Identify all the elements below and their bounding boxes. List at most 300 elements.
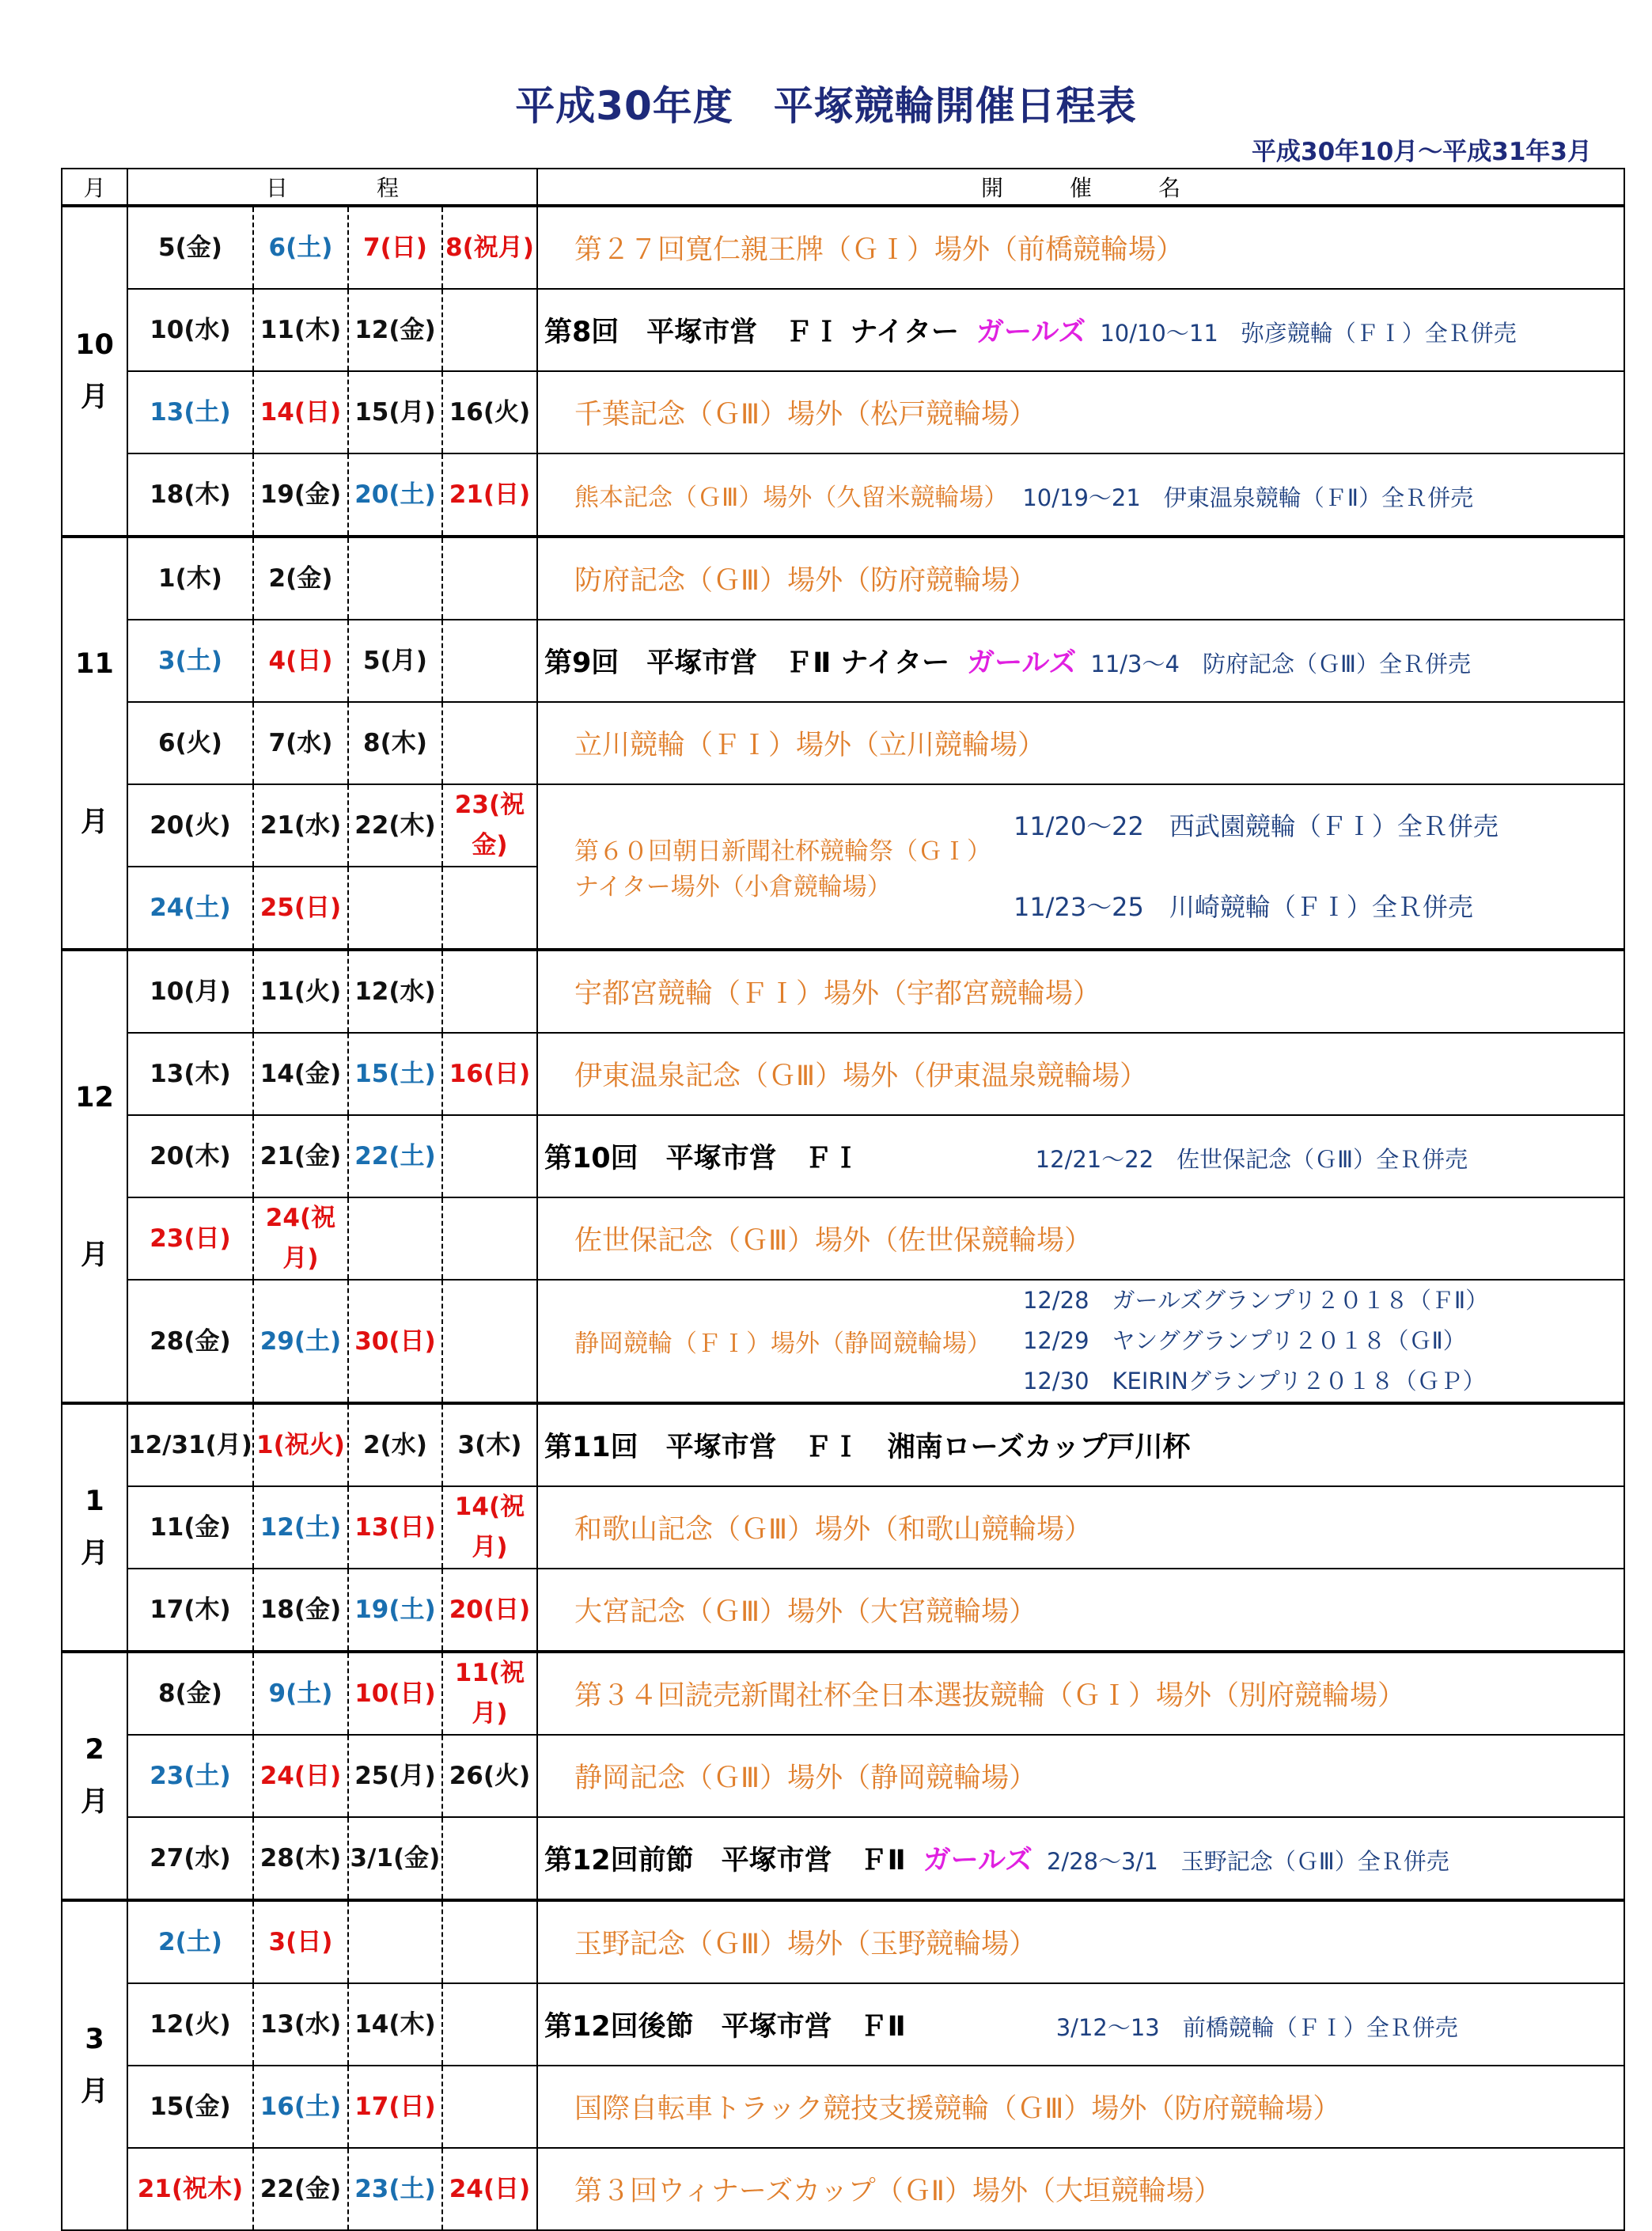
weekday: (日) [388,2092,436,2121]
day-cell [253,1735,348,1817]
weekday: (日) [388,1679,436,1708]
day-number: 12 [354,315,389,344]
table-row [62,1486,1624,1569]
day-number: 15 [150,2092,184,2121]
weekday: (土) [294,1512,342,1542]
day-number: 18 [150,480,184,509]
weekday: (木) [388,810,436,840]
table-row [62,1900,1624,1983]
weekday: (水) [184,1843,231,1872]
event-cell: 第３回ウィナーズカップ（ＧⅡ）場外（大垣競輪場） [537,2148,1624,2230]
month-cell-nov: 11 月 [62,537,127,950]
day-cell [253,1900,348,1983]
day-number: 6 [268,233,286,262]
day-cell [127,784,253,867]
day-number: 3 [158,646,176,675]
day-cell [442,2066,537,2148]
day-cell [253,537,348,620]
weekday: (日) [483,1059,531,1088]
day-cell [127,1900,253,1983]
day-cell [348,1569,442,1652]
day-cell [253,1486,348,1569]
day-number: 5 [362,646,381,675]
day-cell [253,1033,348,1115]
day-cell [348,1115,442,1197]
day-number: 14 [354,2009,389,2039]
day-cell [348,2066,442,2148]
day-number: 30 [354,1326,389,1356]
weekday: (水) [294,2009,342,2039]
day-cell [442,453,537,537]
weekday: (水) [380,1430,427,1459]
day-cell [253,2148,348,2230]
table-row [62,1403,1624,1486]
weekday: (金) [184,2092,231,2121]
event-notes: 11/20～22 西武園競輪（ＦＩ）全Ｒ併売 11/23～25 川崎競輪（ＦＩ）全Ｒ併売 [1013,811,1499,922]
table-row [62,950,1624,1033]
weekday: (金) [184,1512,231,1542]
weekday: (日) [388,1512,436,1542]
day-number: 20 [354,480,389,509]
day-number: 16 [260,2092,294,2121]
day-cell [442,950,537,1033]
day-number: 7 [268,728,286,757]
event-cell: 防府記念（ＧⅢ）場外（防府競輪場） [537,537,1624,620]
day-cell [127,371,253,453]
day-cell [442,1197,537,1280]
day-number: 5 [158,233,176,262]
day-number: 28 [260,1843,294,1872]
day-cell [442,867,537,950]
day-number: 19 [354,1595,389,1624]
page-title: 平成30年度 平塚競輪開催日程表 [515,83,1137,129]
day-cell [127,206,253,289]
day-cell [253,867,348,950]
day-number: 8 [158,1679,176,1708]
weekday: (水) [388,977,436,1006]
weekday: (土) [175,646,222,675]
weekday: (木) [388,2009,436,2039]
weekday: (金) [294,1059,342,1088]
table-row [62,1033,1624,1115]
weekday: (土) [388,1059,436,1088]
day-cell [127,1569,253,1652]
day-cell [348,702,442,784]
weekday: (木) [175,563,222,593]
day-cell [253,702,348,784]
event-cell: 和歌山記念（ＧⅢ）場外（和歌山競輪場） [537,1486,1624,1569]
weekday: (火) [483,397,531,427]
day-cell [253,1652,348,1735]
day-number: 15 [354,397,389,427]
weekday: (金) [294,2174,342,2203]
day-number: 11 [150,1512,184,1542]
day-cell [127,702,253,784]
day-number: 20 [449,1595,483,1624]
weekday: (月) [205,1430,252,1459]
weekday: (水) [184,315,231,344]
weekday: (木) [184,1595,231,1624]
event-cell: 国際自転車トラック競技支援競輪（ＧⅢ）場外（防府競輪場） [537,2066,1624,2148]
day-cell [127,1197,253,1280]
weekday: (月) [388,1761,436,1790]
day-cell [348,289,442,371]
day-cell [127,1652,253,1735]
day-cell [253,620,348,702]
table-row [62,1983,1624,2066]
day-cell [127,453,253,537]
weekday: (日) [294,893,342,922]
weekday: (祝月) [282,1204,336,1273]
day-number: 16 [449,1059,483,1088]
event-cell: 大宮記念（ＧⅢ）場外（大宮競輪場） [537,1569,1624,1652]
event-cell: 第２７回寛仁親王牌（ＧＩ）場外（前橋競輪場） [537,206,1624,289]
day-number: 12 [354,977,389,1006]
day-number: 23 [150,1761,184,1790]
weekday: (日) [483,480,531,509]
weekday: (木) [184,1141,231,1171]
event-cell: 第11回 平塚市営 ＦＩ 湘南ローズカップ戸川杯 [537,1403,1624,1486]
day-number: 2 [268,563,286,593]
weekday: (金) [286,563,333,593]
weekday: (火) [483,1761,531,1790]
weekday: (日) [483,1595,531,1624]
day-number: 20 [150,1141,184,1171]
day-number: 11 [454,1659,489,1687]
header-event: 開 催 名 [537,169,1624,206]
event-notes: 12/28 ガールズグランプリ２０１８（ＦⅡ） 12/29 ヤンググランプリ２０１８（ＧⅡ） 12/30 KEIRINグランプリ２０１８（ＧＰ） [1022,1287,1489,1394]
weekday: (土) [286,1679,333,1708]
day-cell [127,1486,253,1569]
day-number: 11 [260,315,294,344]
day-cell [127,1115,253,1197]
day-cell [442,702,537,784]
day-cell [348,950,442,1033]
month-cell-jan: 1 月 [62,1403,127,1652]
day-number: 1 [256,1430,274,1459]
event-cell: 千葉記念（ＧⅢ）場外（松戸競輪場） [537,371,1624,453]
weekday: (木) [294,1843,342,1872]
event-cell: 立川競輪（ＦＩ）場外（立川競輪場） [537,702,1624,784]
event-cell: 第３４回読売新聞社杯全日本選抜競輪（ＧＩ）場外（別府競輪場） [537,1652,1624,1735]
weekday: (土) [184,893,231,922]
day-number: 28 [150,1326,184,1356]
weekday: (土) [184,397,231,427]
day-number: 18 [260,1595,294,1624]
month-cell-mar: 3 月 [62,1900,127,2230]
weekday: (月) [184,977,231,1006]
weekday: (祝月) [472,1493,525,1561]
day-number: 3 [457,1430,476,1459]
day-cell [127,867,253,950]
day-cell [127,1403,253,1486]
weekday: (金) [175,233,222,262]
day-cell [348,1486,442,1569]
header-row [62,169,1624,206]
day-number: 22 [260,2174,294,2203]
day-cell [253,2066,348,2148]
weekday: (祝火) [273,1430,345,1459]
table-row [62,1197,1624,1280]
event-cell: 第10回 平塚市営 ＦＩ 12/21～22 佐世保記念（ＧⅢ）全Ｒ併売 [537,1115,1624,1197]
day-cell [127,1033,253,1115]
event-multiline: 第６０回朝日新聞社杯競輪祭（ＧＩ） ナイター場外（小倉競輪場） [574,837,991,901]
day-number: 23 [150,1224,184,1253]
weekday: (土) [184,1761,231,1790]
weekday: (土) [388,480,436,509]
weekday: (日) [294,1761,342,1790]
day-cell [442,206,537,289]
day-cell [127,2066,253,2148]
day-number: 9 [268,1679,286,1708]
day-cell [253,1280,348,1403]
day-cell [127,2148,253,2230]
weekday: (木) [475,1430,522,1459]
weekday: (金) [294,1141,342,1171]
day-cell [348,1403,442,1486]
day-number: 25 [260,893,294,922]
weekday: (土) [294,2092,342,2121]
day-number: 6 [158,728,176,757]
day-cell [348,1197,442,1280]
day-cell [348,1652,442,1735]
day-number: 19 [260,480,294,509]
period-label: 平成30年10月～平成31年3月 [1252,138,1592,166]
schedule-table [61,168,1625,2231]
day-number: 14 [260,1059,294,1088]
day-number: 12 [150,2009,184,2039]
table-row [62,206,1624,289]
event-cell: 第9回 平塚市営 ＦⅡ ナイター ガールズ 11/3～4 防府記念（ＧⅢ）全Ｒ併売 [537,620,1624,702]
weekday: (土) [388,1595,436,1624]
weekday: (水) [286,728,333,757]
day-cell [127,1280,253,1403]
day-number: 13 [354,1512,389,1542]
weekday: (土) [286,233,333,262]
header-schedule: 日 程 [127,169,537,206]
weekday: (日) [483,2174,531,2203]
event-cell: 静岡競輪（ＦＩ）場外（静岡競輪場） 12/28 ガールズグランプリ２０１８（ＦⅡ） 12/29 ヤンググランプリ２０１８（ＧⅡ） 12/30 KEIRINグランプリ２０１８（ＧＰ） [537,1280,1624,1403]
month-cell-dec: 12 月 [62,950,127,1403]
day-number: 13 [150,1059,184,1088]
weekday: (木) [184,480,231,509]
day-cell [442,1486,537,1569]
day-number: 15 [354,1059,389,1088]
table-row [62,537,1624,620]
table-row [62,620,1624,702]
header-month: 月 [62,169,127,206]
day-number: 2 [362,1430,381,1459]
day-cell [253,453,348,537]
day-cell [442,620,537,702]
day-cell [348,784,442,867]
day-cell [253,1403,348,1486]
event-cell: 玉野記念（ＧⅢ）場外（玉野競輪場） [537,1900,1624,1983]
weekday: (火) [294,977,342,1006]
weekday: (月) [388,397,436,427]
day-cell [253,371,348,453]
day-cell [348,620,442,702]
day-cell [253,784,348,867]
table-row [62,289,1624,371]
day-cell [127,950,253,1033]
weekday: (土) [294,1326,342,1356]
day-cell [253,1983,348,2066]
weekday: (金) [184,1326,231,1356]
day-number: 10 [354,1679,389,1708]
day-number: 11 [260,977,294,1006]
day-cell [442,1983,537,2066]
day-cell [253,1817,348,1900]
weekday: (金) [393,1843,441,1872]
day-cell [253,206,348,289]
day-number: 10 [150,315,184,344]
day-cell [127,537,253,620]
day-cell [348,537,442,620]
day-number: 17 [150,1595,184,1624]
table-row [62,702,1624,784]
weekday: (日) [184,1224,231,1253]
weekday: (火) [175,728,222,757]
month-cell-oct: 10月 [62,206,127,537]
day-cell [348,1817,442,1900]
table-row [62,371,1624,453]
day-number: 7 [362,233,381,262]
table-row [62,1735,1624,1817]
day-cell [442,1403,537,1486]
weekday: (木) [184,1059,231,1088]
day-number: 13 [260,2009,294,2039]
table-row [62,2148,1624,2230]
event-cell: 第12回前節 平塚市営 ＦⅡ ガールズ 2/28～3/1 玉野記念（ＧⅢ）全Ｒ併売 [537,1817,1624,1900]
day-number: 12/31 [128,1430,206,1459]
event-cell: 伊東温泉記念（ＧⅢ）場外（伊東温泉競輪場） [537,1033,1624,1115]
day-number: 8 [362,728,381,757]
day-number: 24 [150,893,184,922]
day-number: 4 [268,646,286,675]
day-cell [127,1983,253,2066]
weekday: (木) [294,315,342,344]
day-cell [442,1280,537,1403]
weekday: (土) [388,2174,436,2203]
day-cell [442,1115,537,1197]
weekday: (水) [294,810,342,840]
weekday: (金) [388,315,436,344]
weekday: (祝月) [462,233,534,262]
table-row [62,453,1624,537]
day-number: 2 [158,1927,176,1956]
day-cell [348,1280,442,1403]
day-number: 17 [354,2092,389,2121]
day-cell [348,206,442,289]
day-cell [442,371,537,453]
table-row [62,1115,1624,1197]
day-number: 21 [260,1141,294,1171]
day-number: 22 [354,810,389,840]
month-cell-feb: 2 月 [62,1652,127,1900]
table-row [62,1652,1624,1735]
table-row [62,1817,1624,1900]
day-number: 16 [449,397,483,427]
event-cell: 宇都宮競輪（ＦＩ）場外（宇都宮競輪場） [537,950,1624,1033]
day-cell [442,1817,537,1900]
day-number: 8 [445,233,463,262]
event-cell [537,784,1624,950]
day-cell [442,2148,537,2230]
day-number: 21 [137,2174,172,2203]
table-row [62,1569,1624,1652]
day-cell [348,1983,442,2066]
day-number: 21 [260,810,294,840]
day-cell [442,1900,537,1983]
weekday: (日) [286,1927,333,1956]
day-number: 21 [449,480,483,509]
weekday: (日) [294,397,342,427]
day-cell [348,2148,442,2230]
day-cell [348,867,442,950]
day-cell [348,1900,442,1983]
day-cell [442,1652,537,1735]
weekday: (土) [388,1141,436,1171]
weekday: (金) [294,480,342,509]
day-cell [348,1033,442,1115]
day-number: 10 [150,977,184,1006]
day-cell [127,289,253,371]
weekday: (火) [184,810,231,840]
event-cell: 佐世保記念（ＧⅢ）場外（佐世保競輪場） [537,1197,1624,1280]
day-number: 29 [260,1326,294,1356]
weekday: (日) [380,233,427,262]
day-number: 24 [449,2174,483,2203]
event-cell: 熊本記念（ＧⅢ）場外（久留米競輪場） 10/19～21 伊東温泉競輪（ＦⅡ）全Ｒ併売 [537,453,1624,537]
day-cell [348,453,442,537]
day-cell [253,289,348,371]
weekday: (木) [380,728,427,757]
day-number: 3 [268,1927,286,1956]
day-number: 23 [454,791,489,819]
weekday: (祝金) [472,791,525,859]
table-row [62,1280,1624,1403]
weekday: (土) [175,1927,222,1956]
day-number: 24 [265,1204,300,1232]
day-number: 23 [354,2174,389,2203]
day-cell [348,371,442,453]
table-row [62,2066,1624,2148]
day-number: 12 [260,1512,294,1542]
day-number: 27 [150,1843,184,1872]
event-cell: 第8回 平塚市営 ＦＩ ナイター ガールズ 10/10～11 弥彦競輪（ＦＩ）全Ｒ併売 [537,289,1624,371]
day-number: 1 [158,563,176,593]
weekday: (月) [380,646,427,675]
day-number: 20 [150,810,184,840]
event-cell: 第12回後節 平塚市営 ＦⅡ 3/12～13 前橋競輪（ＦＩ）全Ｒ併売 [537,1983,1624,2066]
day-number: 14 [260,397,294,427]
weekday: (金) [294,1595,342,1624]
event-cell: 静岡記念（ＧⅢ）場外（静岡競輪場） [537,1735,1624,1817]
day-number: 24 [260,1761,294,1790]
day-cell [253,1115,348,1197]
day-number: 3/1 [350,1843,394,1872]
day-cell [442,1735,537,1817]
day-cell [127,1735,253,1817]
table-row [62,784,1624,867]
day-cell [253,1197,348,1280]
day-cell [253,1569,348,1652]
day-cell [442,1033,537,1115]
day-cell [127,620,253,702]
day-number: 22 [354,1141,389,1171]
day-cell [442,289,537,371]
